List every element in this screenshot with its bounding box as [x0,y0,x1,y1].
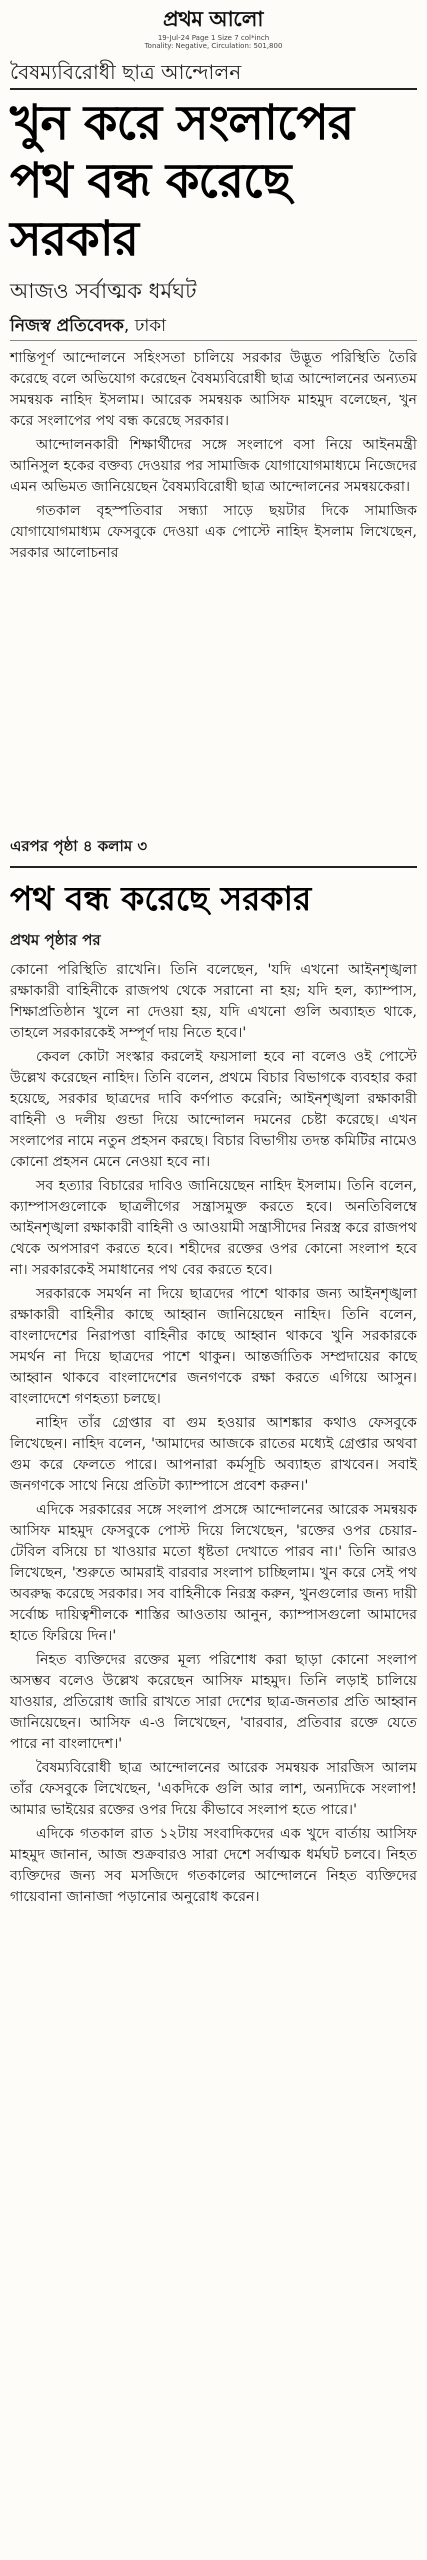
clipping-meta [0,34,427,50]
jump-headline: পথ বন্ধ করেছে সরকার [10,879,312,918]
byline [10,314,417,341]
front-paragraph: গতকাল বৃহস্পতিবার সন্ধ্যা সাড়ে ছয়টার দিকে সামাজিক যোগাযোগমাধ্যম ফেসবুকে দেওয়া এক পোস্টে নাহিদ ইসলাম লিখেছেন, সরকার আলোচনার [10,503,417,561]
kicker: বৈষম্যবিরোধী ছাত্র আন্দোলন [10,60,242,84]
logo-text: প্রথম আলো [163,6,263,31]
jump-paragraph: নিহত ব্যক্তিদের রক্তের মূল্য পরিশোধ করা ছাড়া কোনো সংলাপ অসম্ভব বলেও উল্লেখ করেছেন আসিফ মাহমুদ। তিনি লড়াই চালিয়ে যাওয়ার, প্রতিরোধ জারি রাখতে সারা দেশের ছাত্র-জনতার প্রতি আহ্বান জানিয়েছেন। আসিফ এ-ও লিখেছেন, 'বারবার, প্রতিবার রক্তে যেতে পারে না বাংলাদেশ।' [10,1652,417,1752]
jump-paragraph: এদিকে গতকাল রাত ১২টায় সংবাদিকদের এক খুদে বার্তায় আসিফ মাহমুদ জানান, আজ শুক্রবারও সারা দেশে সর্বাত্মক ধর্মঘট চলবে। নিহত ব্যক্তিদের জন্য সব মসজিদে গতকালের আন্দোলনে নিহত ব্যক্তিদের গায়েবানা জানাজা পড়ানোর অনুরোধ করেন। [10,1826,417,1905]
clipping-meta-line-2: Tonality: Negative, Circulation: 501,800 [144,42,283,50]
jump-paragraph: বৈষম্যবিরোধী ছাত্র আন্দোলনের আরেক সমন্বয়ক সারজিস আলম তাঁর ফেসবুকে লিখেছেন, 'একদিকে গুলি আর লাশ, অন্যদিকে সংলাপ! আমার ভাইয়ের রক্তের ওপর দিয়ে কীভাবে সংলাপ হতে পারে।' [10,1760,417,1818]
clipping-meta-line-1: 19-Jul-24 Page 1 Size 7 col*inch [157,34,270,42]
continued-on-label: এরপর পৃষ্ঠা ৪ কলাম ৩ [10,837,148,855]
byline-name: নিজস্ব প্রতিবেদক [10,316,124,336]
front-paragraph: শান্তিপূর্ণ আন্দোলনে সহিংসতা চালিয়ে সরকার উদ্ভূত পরিস্থিতি তৈরি করেছে বলে অভিযোগ করেছেন বৈষম্যবিরোধী ছাত্র আন্দোলনের অন্যতম সমন্বয়ক নাহিদ ইসলাম। আরেক সমন্বয়ক আসিফ মাহমুদ বলেছেন, খুন করে সংলাপের পথ বন্ধ করেছে সরকার। [10,350,417,429]
jump-paragraph: কোনো পরিস্থিতি রাখেনি। তিনি বলেছেন, 'যদি এখনো আইনশৃঙ্খলা রক্ষাকারী বাহিনীকে রাজপথ থেকে সরানো না হয়; যদি হল, ক্যাম্পাস, শিক্ষাপ্রতিষ্ঠান খুলে না দেওয়া হয়, যদি এখনো গুলি অব্যাহত থাকে, তাহলে সরকারকেই সম্পূর্ণ দায় নিতে হবে।' [10,962,417,1041]
subhead: আজও সর্বাত্মক ধর্মঘট [10,279,197,303]
jump-paragraph: এদিকে সরকারের সঙ্গে সংলাপ প্রসঙ্গে আন্দোলনের আরেক সমন্বয়ক আসিফ মাহমুদ ফেসবুকে পোস্ট দিয়ে লিখেছেন, 'রক্তের ওপর চেয়ার-টেবিল বসিয়ে চা খাওয়ার মতো ধৃষ্টতা দেখাতে পারব না।' তিনি আরও লিখেছেন, 'শুরুতে আমরাই বারবার সংলাপ চাচ্ছিলাম। খুন করে সেই পথ অবরুদ্ধ করেছে সরকার। সব বাহিনীকে নিরস্ত্র করুন, খুনগুলোর জন্য দায়ী সর্বোচ্চ দায়িত্বশীলকে শাস্তির আওতায় আনুন, ক্যাম্পাসগুলো আমাদের হাতে ফিরিয়ে দিন।' [10,1502,417,1644]
jump-paragraph: কেবল কোটা সংস্কার করলেই ফয়সালা হবে না বলেও ওই পোস্টে উল্লেখ করেছেন নাহিদ। তিনি বলেন, প্রথমে বিচার বিভাগকে ব্যবহার করা হয়েছে, সরকার ছাত্রদের দাবি কর্ণপাত করেনি; আইনশৃঙ্খলা রক্ষাকারী বাহিনী ও দলীয় গুন্ডা দিয়ে আন্দোলন দমনের চেষ্টা করেছে। এখন সংলাপের নামে নতুন প্রহসন করছে। বিচার বিভাগীয় তদন্ত কমিটির নামেও কোনো প্রহসন মেনে নেওয়া হবে না। [10,1049,417,1170]
continued-from-label: প্রথম পৃষ্ঠার পর [10,931,101,949]
newspaper-logo [138,6,288,34]
headline: খুন করে সংলাপের পথ বন্ধ করেছে সরকার [10,95,354,267]
byline-place: , ঢাকা [123,316,167,336]
front-body [10,348,417,567]
jump-paragraph: নাহিদ তাঁর গ্রেপ্তার বা গুম হওয়ার আশঙ্কার কথাও ফেসবুকে লিখেছেন। নাহিদ বলেন, 'আমাদের আজকে রাতের মধ্যেই গ্রেপ্তার অথবা গুম করে ফেলতে পারে। আপনারা কর্মসূচি অব্যাহত রাখবেন। সবাই জনগণকে সাথে নিয়ে প্রতিটা ক্যাম্পাসে প্রবেশ করুন।' [10,1415,417,1494]
jump-body [10,960,417,1911]
jump-paragraph: সরকারকে সমর্থন না দিয়ে ছাত্রদের পাশে থাকার জন্য আইনশৃঙ্খলা রক্ষাকারী বাহিনীর কাছে আহ্বান জানিয়েছেন নাহিদ। তিনি বলেন, বাংলাদেশের নিরাপত্তা বাহিনীর কাছে আহ্বান থাকবে খুনি সরকারকে সমর্থন না দিয়ে ছাত্রদের পাশে থাকুন। আন্তর্জাতিক সম্প্রদায়ের কাছে আহ্বান থাকবে বাংলাদেশের জনগণকে রক্ষা করতে এগিয়ে আসুন। বাংলাদেশে গণহত্যা চলছে। [10,1286,417,1407]
front-paragraph: আন্দোলনকারী শিক্ষার্থীদের সঙ্গে সংলাপে বসা নিয়ে আইনমন্ত্রী আনিসুল হকের বক্তব্য দেওয়ার পর সামাজিক যোগাযোগমাধ্যমে নিজেদের এমন অভিমত জানিয়েছেন বৈষম্যবিরোধী ছাত্র আন্দোলনের সমন্বয়কেরা। [10,437,417,495]
masthead [0,0,427,52]
jump-paragraph: সব হত্যার বিচারের দাবিও জানিয়েছেন নাহিদ ইসলাম। তিনি বলেন, ক্যাম্পাসগুলোকে ছাত্রলীগের সন্ত্রাসমুক্ত করতে হবে। অনতিবিলম্বে আইনশৃঙ্খলা রক্ষাকারী বাহিনী ও আওয়ামী সন্ত্রাসীদের নিরস্ত্র করে রাজপথ থেকে অপসারণ করতে হবে। শহীদের রক্তের ওপর কোনো সংলাপ হবে না। সরকারকেই সমাধানের পথ বের করতে হবে। [10,1178,417,1278]
section-divider [10,866,417,868]
kicker-bar [10,58,417,90]
